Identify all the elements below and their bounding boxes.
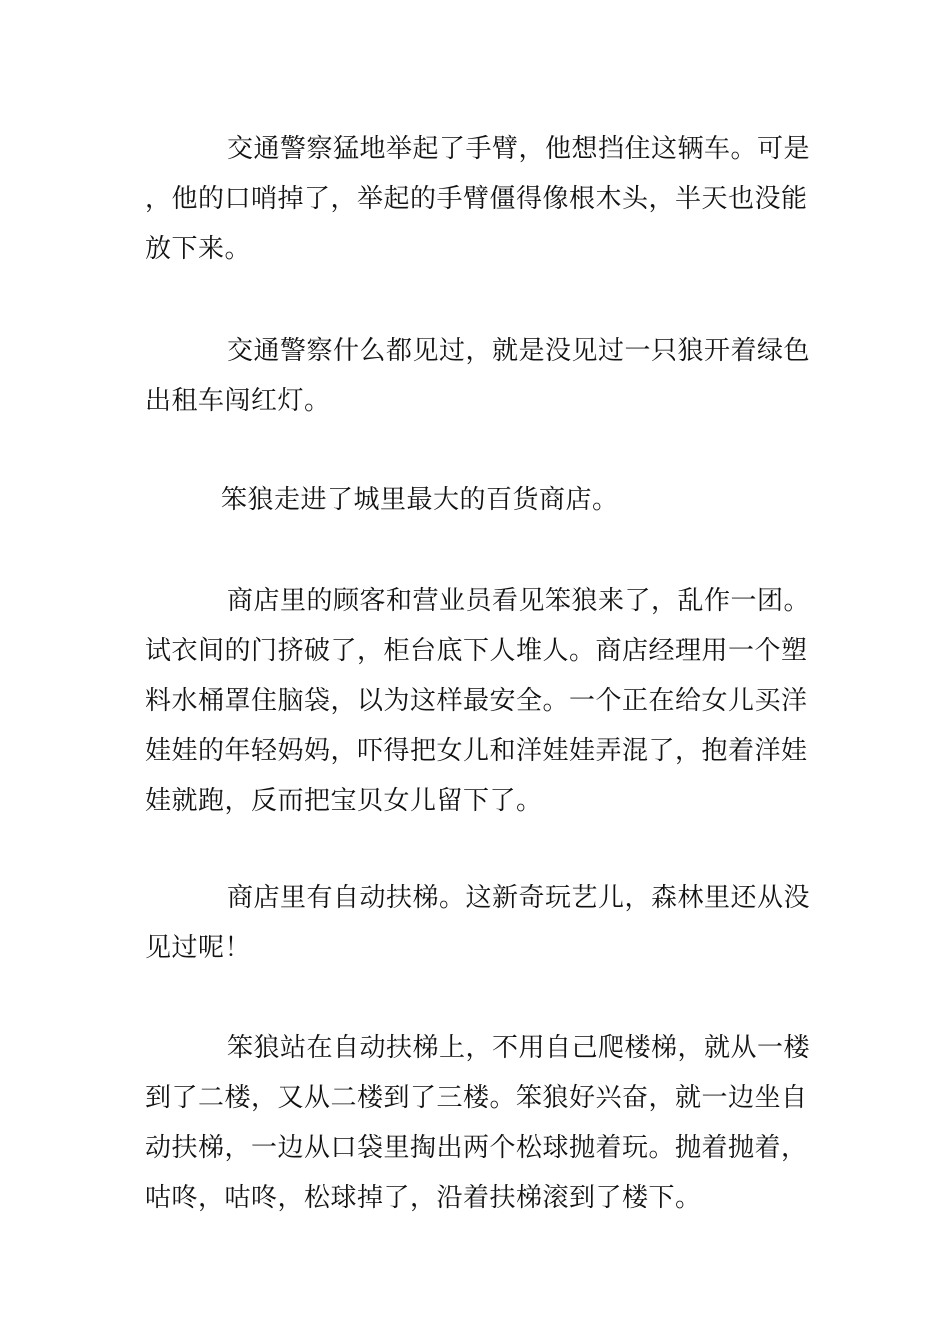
paragraph-2: 交通警察什么都见过，就是没见过一只狼开着绿色出租车闯红灯。 [145,336,811,416]
paragraph-4: 商店里的顾客和营业员看见笨狼来了，乱作一团。试衣间的门挤破了，柜台底下人堆人。商店经理用一个塑料水桶罩住脑袋，以为这样最安全。一个正在给女儿买洋娃娃的年轻妈妈，吓得把女儿和洋娃娃弄混了，抱着洋娃娃就跑，反而把宝贝女儿留下了。 [145,586,811,816]
paragraph-3: 笨狼走进了城里最大的百货商店。 [221,485,619,515]
paragraph-1: 交通警察猛地举起了手臂，他想挡住这辆车。可是，他的口哨掉了，举起的手臂僵得像根木头，半天也没能放下来。 [145,134,811,264]
paragraph-5: 商店里有自动扶梯。这新奇玩艺儿，森林里还从没见过呢！ [145,883,811,963]
paragraph-6: 笨狼站在自动扶梯上，不用自己爬楼梯，就从一楼到了二楼，又从二楼到了三楼。笨狼好兴奋，就一边坐自动扶梯，一边从口袋里掏出两个松球抛着玩。抛着抛着，咕咚，咕咚，松球掉了，沿着扶梯滚到了楼下。 [145,1033,811,1213]
